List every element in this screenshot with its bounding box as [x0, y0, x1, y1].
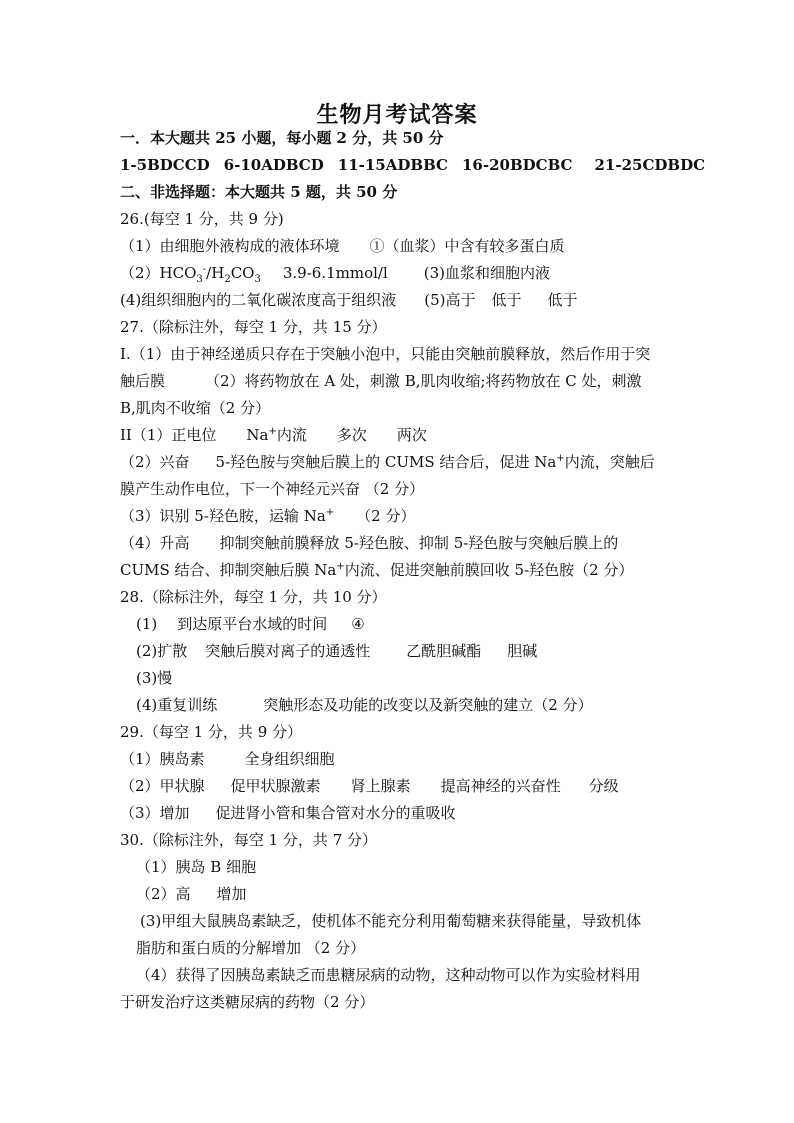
q26-header: 26.(每空 1 分，共 9 分)	[120, 210, 284, 228]
q26-formula-hco: （2）HCO	[120, 264, 197, 282]
q28-answer-4a: (4)重复训练	[136, 696, 218, 714]
q29-line2	[120, 776, 619, 796]
q27-i-text: 触后膜	[120, 372, 166, 390]
q27-ii3-sup: +	[325, 507, 335, 518]
q30-answer-2b: 增加	[216, 885, 247, 903]
q29-answer-2a: （2）甲状腺	[120, 777, 205, 795]
q29-answer-2c: 肾上腺素	[350, 777, 411, 795]
q26-line2	[120, 263, 550, 283]
q27-ii-answer-2b2: 内流，突触后	[564, 453, 655, 471]
q27-ii-line2	[120, 452, 655, 472]
q26-answer-4: (4)组织细胞内的二氧化碳浓度高于组织液	[120, 291, 397, 309]
q28-line4	[136, 695, 593, 715]
q28-answer-1b: ④	[351, 615, 365, 633]
q27-ii-line6	[120, 560, 633, 580]
q27-ii-answer-1a: II（1）正电位	[120, 426, 217, 444]
q26-formula-sup: -	[202, 264, 207, 275]
q27-ii-answer-4d: 内流、促进突触前膜回收 5-羟色胺（2 分）	[344, 561, 634, 579]
q27-ii-line4	[120, 506, 415, 526]
q27-header: 27.（除标注外，每空 1 分，共 15 分）	[120, 318, 387, 336]
q27-ii-answer-2b: 5-羟色胺与突触后膜上的 CUMS 结合后，促进 Na	[215, 453, 557, 471]
page-title: 生物月考试答案	[316, 102, 478, 128]
q28-answer-2b: 突触后膜对离子的通透性	[205, 642, 371, 660]
q26-formula-sub2: 2	[224, 274, 231, 285]
q26-ph-range: 3.9-6.1mmol/l	[282, 264, 388, 282]
q26-answer-5c: 低于	[547, 291, 578, 309]
q26-line3	[120, 290, 578, 310]
q28-line1	[136, 614, 365, 634]
q27-i-line3: B,肌肉不收缩（2 分）	[120, 399, 271, 417]
q29-answer-2d: 提高神经的兴奋性	[440, 777, 561, 795]
q27-ii-answer-1b: Na	[246, 426, 269, 444]
q28-answer-1: 到达原平台水域的时间	[177, 615, 328, 633]
q26-answer-1b: ①（血浆）中含有较多蛋白质	[369, 237, 565, 255]
q26-answer-5a: (5)高于	[424, 291, 476, 309]
q27-ii-sup: +	[268, 426, 277, 437]
q27-ii-answer-4a: （4）升高	[120, 534, 190, 552]
q27-ii-answer-2a: （2）兴奋	[120, 453, 190, 471]
q30-line1: （1）胰岛 B 细胞	[136, 858, 257, 876]
q27-ii4-sup: +	[336, 561, 345, 572]
mc-answer-21-25: 21-25CDBDC	[594, 156, 706, 174]
q29-line3	[120, 803, 456, 823]
q29-answer-2b: 促甲状腺激素	[230, 777, 321, 795]
q27-ii-answer-1c: 多次	[336, 426, 367, 444]
q27-i-line1: I.（1）由于神经递质只存在于突触小泡中，只能由突触前膜释放，然后作用于突	[120, 345, 651, 363]
q28-line3: (3)慢	[136, 669, 173, 687]
mc-answers-row	[120, 155, 705, 175]
mc-answer-6-10: 6-10ADBCD	[223, 156, 324, 174]
q27-ii2-sup: +	[556, 453, 565, 464]
q29-header: 29.（每空 1 分，共 9 分）	[120, 723, 303, 741]
q30-line6: 于研发治疗这类糖尿病的药物（2 分）	[120, 993, 375, 1011]
q27-ii-answer-3-score: （2 分）	[356, 507, 416, 525]
q28-header: 28.（除标注外，每空 1 分，共 10 分）	[120, 588, 387, 606]
q28-answer-4b: 突触形态及功能的改变以及新突触的建立（2 分）	[263, 696, 593, 714]
q26-formula-sub: 3	[196, 274, 203, 285]
section1-heading: 一．本大题共 25 小题，每小题 2 分，共 50 分	[120, 129, 444, 147]
q27-ii-answer-4c: CUMS 结合、抑制突触后膜 Na	[120, 561, 337, 579]
q27-i-line2	[120, 371, 642, 391]
q27-ii-answer-1d: 两次	[396, 426, 427, 444]
q27-ii-answer-4b: 抑制突触前膜释放 5-羟色胺、抑制 5-羟色胺与突触后膜上的	[219, 534, 619, 552]
q26-answer-5b: 低于	[491, 291, 522, 309]
q29-answer-3a: （3）增加	[120, 804, 190, 822]
q30-header: 30.（除标注外，每空 1 分，共 7 分）	[120, 831, 378, 849]
q28-answer-2d: 胆碱	[507, 642, 538, 660]
q28-answer-2a: (2)扩散	[136, 642, 188, 660]
q29-line1	[120, 749, 335, 769]
q27-ii-line5	[120, 533, 618, 553]
q30-line4: 脂肪和蛋白质的分解增加 （2 分）	[136, 939, 366, 957]
mc-answer-11-15: 11-15ADBBC	[337, 156, 448, 174]
q27-i-answer-2: （2）将药物放在 A 处，刺激 B,肌肉收缩;将药物放在 C 处，刺激	[205, 372, 642, 390]
q26-line1	[120, 236, 565, 256]
q28-line2	[136, 641, 537, 661]
q29-answer-3b: 促进肾小管和集合管对水分的重吸收	[215, 804, 456, 822]
mc-answer-1-5: 1-5BDCCD	[120, 156, 210, 174]
q27-ii-line3: 膜产生动作电位，下一个神经元兴奋 （2 分）	[120, 480, 425, 498]
q30-line5: （4）获得了因胰岛素缺乏而患糖尿病的动物，这种动物可以作为实验材料用	[136, 966, 641, 984]
q26-formula-h: /H	[206, 264, 225, 282]
q29-answer-1b: 全身组织细胞	[244, 750, 335, 768]
q27-ii-line1	[120, 425, 427, 445]
q29-answer-1a: （1）胰岛素	[120, 750, 205, 768]
q30-line3: (3)甲组大鼠胰岛素缺乏，使机体不能充分利用葡萄糖来获得能量，导致机体	[140, 912, 642, 930]
q30-line2	[136, 884, 247, 904]
q28-answer-2c: 乙酰胆碱酯	[406, 642, 482, 660]
q26-answer-3: (3)血浆和细胞内液	[423, 264, 550, 282]
section2-heading: 二、非选择题：本大题共 5 题，共 50 分	[120, 183, 398, 201]
q26-formula-sub3: 3	[254, 274, 261, 285]
q28-answer-1-label: (1)	[136, 615, 158, 633]
q27-ii-answer-1b2: 内流	[276, 426, 307, 444]
q30-answer-2a: （2）高	[136, 885, 191, 903]
mc-answer-16-20: 16-20BDCBC	[461, 156, 573, 174]
q26-formula-co: CO	[230, 264, 255, 282]
q27-ii-answer-3: （3）识别 5-羟色胺，运输 Na	[120, 507, 326, 525]
q29-answer-2e: 分级	[588, 777, 619, 795]
q26-answer-1: （1）由细胞外液构成的液体环境	[120, 237, 340, 255]
